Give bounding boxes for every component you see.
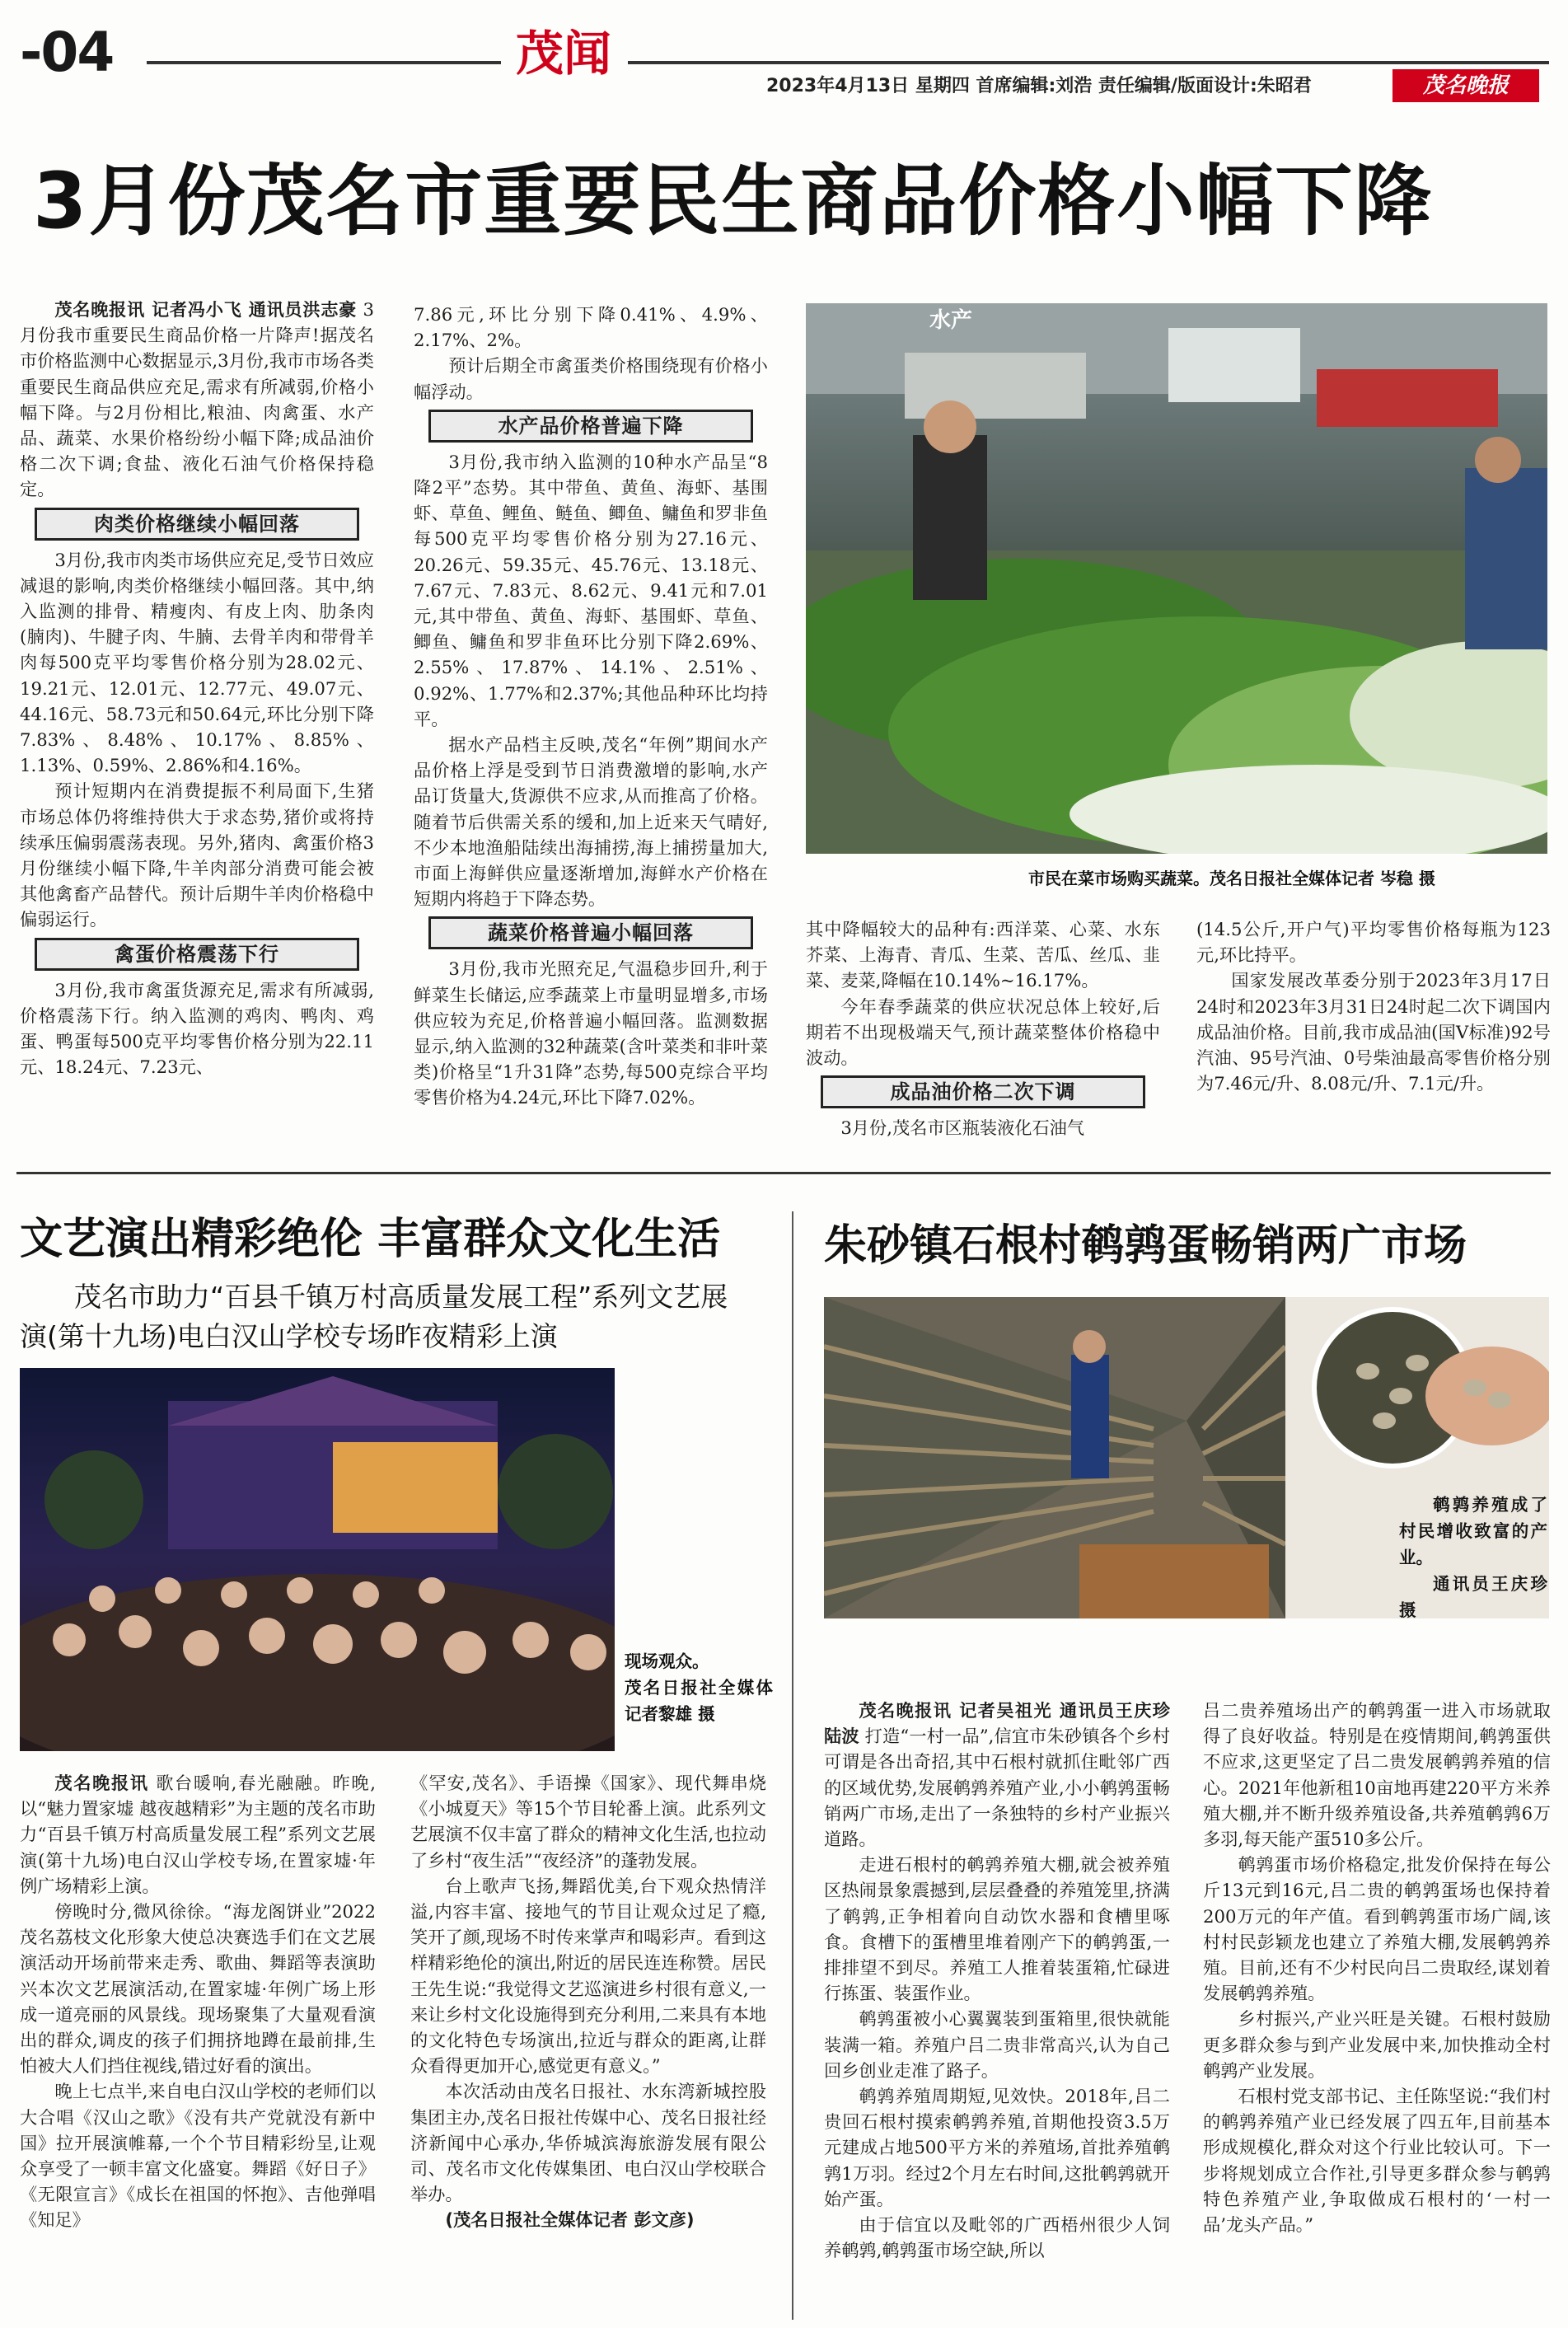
paragraph: 晚上七点半,来自电白汉山学校的老师们以大合唱《汉山之歌》《没有共产党就没有新中国》拉开展演帷幕,一个个节目精彩纷呈,让观众享受了一顿丰富文化盛宴。舞蹈《好日子》《无限宣言》《成长在祖国的怀抱》、吉他弹唱《知足》: [20, 2081, 376, 2231]
market-photo-watermark: 水产: [929, 308, 973, 333]
paragraph: 台上歌声飞扬,舞蹈优美,台下观众热情洋溢,内容丰富、接地气的节目让观众过足了瘾,笑开了颜,现场不时传来掌声和喝彩声。看到这样精彩绝伦的演出,附近的居民连连称赞。居民王先生说:“我觉得文艺巡演进乡村很有意义,一来让乡村文化设施得到充分利用,二来具有本地的文化特色专场演出,拉近与群众的距离,让群众看得更加开心,感觉更有意义。”: [410, 1875, 766, 2077]
paragraph: 预计后期全市禽蛋类价格围绕现有价格小幅浮动。: [414, 355, 768, 402]
byline: 茂名晚报讯: [54, 1773, 149, 1793]
paragraph: 国家发展改革委分别于2023年3月17日24时和2023年3月31日24时起二次下调国内成品油价格。目前,我市成品油(国Ⅴ标准)92号汽油、95号汽油、0号柴油最高零售价格分别为7.46元/升、8.08元/升、7.1元/升。: [1196, 970, 1551, 1094]
header-rule-right: [628, 61, 1549, 64]
paragraph: 石根村党支部书记、主任陈坚说:“我们村的鹌鹑养殖产业已经发展了四五年,目前基本形成规模化,群众对这个行业比较认可。下一步将规划成立合作社,引导更多群众参与鹌鹑特色养殖产业,争取做成石根村的‘一村一品’龙头产品。”: [1203, 2086, 1551, 2236]
quail-photo-caption: 鹌鹑养殖成了村民增收致富的产业。: [1399, 1495, 1547, 1567]
article3-headline: 朱砂镇石根村鹌鹑蛋畅销两广市场: [824, 1221, 1467, 1271]
paragraph: 3月份,茂名市区瓶装液化石油气: [840, 1117, 1085, 1139]
header-rule-left: [147, 61, 501, 64]
article1-headline: 3月份茂名市重要民生商品价格小幅下降: [33, 157, 1434, 246]
byline: 茂名晚报讯 记者冯小飞 通讯员洪志豪: [54, 299, 358, 320]
paragraph: 3月份,我市光照充足,气温稳步回升,利于鲜菜生长储运,应季蔬菜上市量明显增多,市场供应较为充足,价格普遍小幅回落。监测数据显示,纳入监测的32种蔬菜(含叶菜类和非叶菜类)价格呈“1升31降”态势,每500克综合平均零售价格为4.24元,环比下降7.02%。: [414, 958, 768, 1108]
page-number: -04: [20, 21, 114, 84]
market-photo-caption: 市民在菜市场购买蔬菜。茂名日报社全媒体记者 岑稳 摄: [1028, 869, 1435, 888]
article2-headline: 文艺演出精彩绝伦 丰富群众文化生活: [20, 1215, 721, 1264]
quail-photo-credit: 通讯员王庆珍 摄: [1399, 1574, 1547, 1620]
paragraph: 吕二贵养殖场出产的鹌鹑蛋一进入市场就取得了良好收益。特别是在疫情期间,鹌鹑蛋供不应求,这更坚定了吕二贵发展鹌鹑养殖的信心。2021年他新租10亩地再建220平方米养殖大棚,并不断升级养殖设备,共养殖鹌鹑6万多羽,每天能产蛋510多公斤。: [1203, 1700, 1551, 1850]
paragraph: 其中降幅较大的品种有:西洋菜、心菜、水东芥菜、上海青、青瓜、生菜、苦瓜、丝瓜、韭菜、麦菜,降幅在10.14%~16.17%。: [806, 919, 1160, 991]
section-divider: [16, 1172, 1551, 1174]
subhead-vegetable-prices: 蔬菜价格普遍小幅回落: [428, 916, 753, 949]
masthead-info: 2023年4月13日 星期四 首席编辑:刘浩 责任编辑/版面设计:朱昭君: [766, 76, 1312, 96]
paragraph: 由于信宜以及毗邻的广西梧州很少人饲养鹌鹑,鹌鹑蛋市场空缺,所以: [824, 2214, 1170, 2261]
paragraph: 乡村振兴,产业兴旺是关键。石根村鼓励更多群众参与到产业发展中来,加快推动全村鹌鹑产业发展。: [1203, 2008, 1551, 2081]
paragraph: 傍晚时分,微风徐徐。“海龙阁饼业”2022茂名荔枝文化形象大使总决赛选手们在文艺展演活动开场前带来走秀、歌曲、舞蹈等表演助兴本次文艺展演活动,在置家墟·年例广场上形成一道亮丽的风景线。现场聚集了大量观看演出的群众,调皮的孩子们拥挤地蹲在最前排,生怕被大人们挡住视线,错过好看的演出。: [20, 1901, 376, 2077]
newspaper-logo: 茂名晚报: [1392, 69, 1539, 102]
market-photo: [806, 303, 1547, 854]
article2-column-1: [20, 1770, 376, 2233]
article1-lead-paragraph: 茂名晚报讯 记者冯小飞 通讯员洪志豪 3月份我市重要民生商品价格一片降声!据茂名市价格监测中心数据显示,3月份,我市市场各类重要民生商品供应充足,需求有所减弱,价格小幅下降。与2月份相比,粮油、肉禽蛋、水产品、蔬菜、水果价格纷纷小幅下降;成品油价格二次下调;食盐、液化石油气价格保持稳定。: [20, 299, 374, 500]
article2-credit: (茂名日报社全媒体记者 彭文彦): [445, 2209, 695, 2231]
article3-column-1: [824, 1698, 1170, 2263]
subhead-egg-prices: 禽蛋价格震荡下行: [35, 938, 359, 971]
paragraph: 预计短期内在消费提振不利局面下,生猪市场总体仍将维持供大于求态势,猪价或将持续承压偏弱震荡表现。另外,猪肉、禽蛋价格3月份继续小幅下降,牛羊肉部分消费可能会被其他禽畜产品替代。预计后期牛羊肉价格稳中偏弱运行。: [20, 780, 374, 930]
article1-column-3: [806, 916, 1160, 1141]
paragraph: (14.5公斤,开户气)平均零售价格每瓶为123元,环比持平。: [1196, 919, 1551, 966]
paragraph: 3月份,我市肉类市场供应充足,受节日效应减退的影响,肉类价格继续小幅回落。其中,纳入监测的排骨、精瘦肉、有皮上肉、肋条肉(腩肉)、牛腱子肉、牛腩、去骨羊肉和带骨羊肉每500克平均零售价格分别为28.02元、19.21元、12.01元、12.77元、49.07元、44.16元、58.73元和50.64元,环比分别下降7.83%、8.48%、10.17%、8.85%、1.13%、0.59%、2.86%和4.16%。: [20, 549, 374, 776]
article3-lead-paragraph: 茂名晚报讯 记者吴祖光 通讯员王庆珍 陆波 打造“一村一品”,信宜市朱砂镇各个乡村可谓是各出奇招,其中石根村就抓住毗邻广西的区域优势,发展鹌鹑养殖产业,小小鹌鹑蛋畅销两广市场,走出了一条独特的乡村产业振兴道路。: [824, 1700, 1170, 1850]
article2-subhead: 茂名市助力“百县千镇万村高质量发展工程”系列文艺展演(第十九场)电白汉山学校专场昨夜精彩上演: [20, 1281, 728, 1352]
article2-column-2: [410, 1770, 766, 2233]
vertical-divider: [792, 1211, 793, 2320]
paragraph: 鹌鹑蛋被小心翼翼装到蛋箱里,很快就能装满一箱。养殖户吕二贵非常高兴,认为自己回乡创业走准了路子。: [824, 2008, 1170, 2081]
paragraph: 3月份,我市禽蛋货源充足,需求有所减弱,价格震荡下行。纳入监测的鸡肉、鸭肉、鸡蛋、鸭蛋每500克平均零售价格分别为22.11元、18.24元、7.23元、: [20, 979, 374, 1078]
article3-column-2: [1203, 1698, 1551, 2237]
article2-lead-paragraph: 茂名晚报讯 歌台暖响,春光融融。昨晚,以“魅力置家墟 越夜越精彩”为主题的茂名市助力“百县千镇万村高质量发展工程”系列文艺展演(第十九场)电白汉山学校专场,在置家墟·年例广场精彩上演。: [20, 1773, 376, 1896]
article1-column-4: [1196, 916, 1551, 1096]
subhead-fuel-prices: 成品油价格二次下调: [821, 1075, 1145, 1108]
paragraph: 鹌鹑养殖周期短,见效快。2018年,吕二贵回石根村摸索鹌鹑养殖,首期他投资3.5万元建成占地500平方米的养殖场,首批养殖鹌鹑1万羽。经过2个月左右时间,这批鹌鹑就开始产蛋。: [824, 2086, 1170, 2209]
concert-photo-caption: 现场观众。: [625, 1651, 709, 1671]
paragraph: 今年春季蔬菜的供应状况总体上较好,后期若不出现极端天气,预计蔬菜整体价格稳中波动。: [806, 995, 1160, 1069]
byline: 茂名晚报讯 记者吴祖光 通讯员王庆珍 陆波: [824, 1700, 1170, 1747]
subhead-aquatic-prices: 水产品价格普遍下降: [428, 410, 753, 443]
paragraph: 据水产品档主反映,茂名“年例”期间水产品价格上浮是受到节日消费激增的影响,水产品订货量大,货源供不应求,从而推高了价格。随着节后供需关系的缓和,加上近来天气晴好,不少本地渔船陆续出海捕捞,海上捕捞量加大,市面上海鲜供应量逐渐增加,海鲜水产价格在短期内将趋于下降态势。: [414, 734, 768, 910]
subhead-meat-prices: 肉类价格继续小幅回落: [35, 508, 359, 541]
concert-photo-credit: 茂名日报社全媒体记者黎雄 摄: [625, 1678, 773, 1724]
paragraph: 3月份,我市纳入监测的10种水产品呈“8降2平”态势。其中带鱼、黄鱼、海虾、基围虾、草鱼、鲤鱼、鲢鱼、鲫鱼、鳙鱼和罗非鱼每500克平均零售价格分别为27.16元、20.26元、59.35元、45.76元、13.18元、7.67元、7.83元、8.62元、9.41元和7.01元,其中带鱼、黄鱼、海虾、基围虾、草鱼、鲫鱼、鳙鱼和罗非鱼环比分别下降2.69%、2.55%、17.87%、14.1%、2.51%、0.92%、1.77%和2.37%;其他品种环比均持平。: [414, 451, 768, 729]
paragraph: 7.86元,环比分别下降0.41%、4.9%、2.17%、2%。: [414, 304, 768, 351]
paragraph: 《罕安,茂名》、手语操《国家》、现代舞串烧《小城夏天》等15个节目轮番上演。此系列文艺展演不仅丰富了群众的精神文化生活,也拉动了乡村“夜生活”“夜经济”的蓬勃发展。: [410, 1773, 766, 1871]
paragraph: 鹌鹑蛋市场价格稳定,批发价保持在每公斤13元到16元,吕二贵的鹌鹑蛋场也保持着200万元的年产值。看到鹌鹑蛋市场广阔,该村村民彭颖龙也建立了养殖大棚,发展鹌鹑养殖。目前,还有不少村民向吕二贵取经,谋划着发展鹌鹑养殖。: [1203, 1854, 1551, 2004]
paragraph: 本次活动由茂名日报社、水东湾新城控股集团主办,茂名日报社传媒中心、茂名日报社经济新闻中心承办,华侨城滨海旅游发展有限公司、茂名市文化传媒集团、电白汉山学校联合举办。: [410, 2081, 766, 2205]
paragraph: 走进石根村的鹌鹑养殖大棚,就会被养殖区热闹景象震撼到,层层叠叠的养殖笼里,挤满了鹌鹑,正争相着向自动饮水器和食槽里啄食。食槽下的蛋槽里堆着刚产下的鹌鹑蛋,一排排望不到尽。养殖工人推着装蛋箱,忙碌进行拣蛋、装蛋作业。: [824, 1854, 1170, 2004]
concert-photo: [20, 1368, 615, 1751]
article1-column-1: [20, 297, 374, 1080]
section-badge: 茂闻: [516, 26, 612, 82]
article1-column-2: [414, 302, 768, 1111]
